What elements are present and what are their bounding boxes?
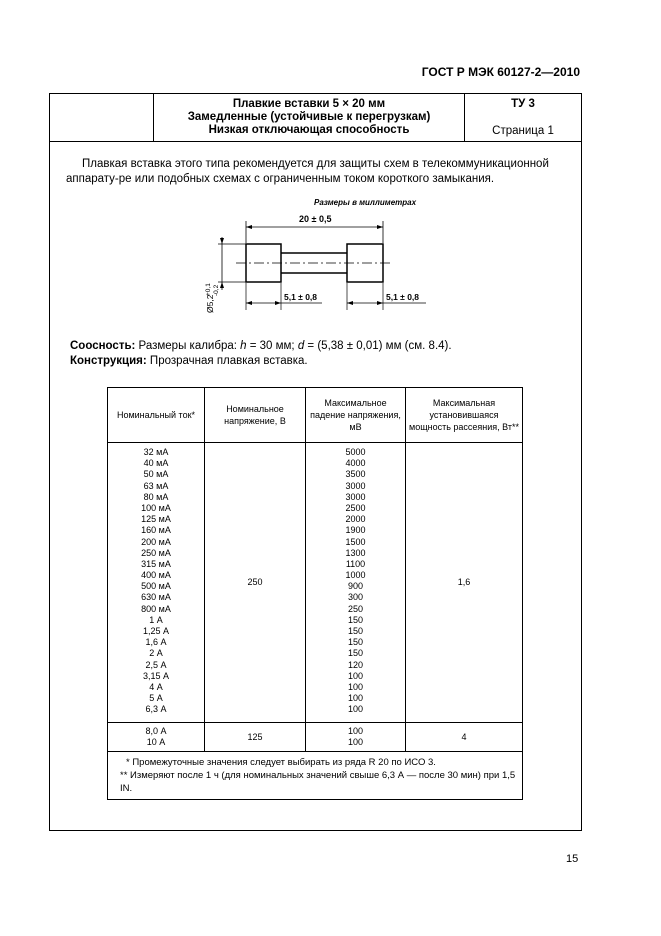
construction-text: Прозрачная плавкая вставка. — [146, 355, 308, 367]
tu-code: ТУ 3 — [511, 98, 535, 110]
fuse-drawing — [200, 195, 440, 330]
diameter-tol-lower: -0,2 — [213, 284, 220, 296]
group2-power: 4 — [406, 722, 523, 751]
group2-voltage: 125 — [205, 722, 306, 751]
cap-left-arrow-2 — [275, 301, 281, 305]
current-value: 63 мА — [143, 480, 169, 491]
header-title — [154, 98, 464, 137]
current-value: 50 мА — [143, 469, 169, 480]
diameter-arrow-bottom — [220, 282, 224, 288]
diameter-tol-upper: +0,1 — [205, 283, 212, 296]
drop-value: 1100 — [345, 558, 366, 569]
drop-value: 4000 — [345, 458, 366, 469]
coaxiality-label: Соосность: — [70, 340, 136, 352]
current-value: 32 мА — [143, 447, 169, 457]
current-value: 125 мА — [141, 514, 171, 525]
drop-value: 150 — [347, 626, 364, 636]
header-bottom-line — [49, 141, 582, 142]
intro-paragraph: Плавкая вставка этого типа рекомендуется для защиты схем в телекоммуникационной аппарату-ре или подобных схемах с ограниченным током короткого замыкания. — [66, 158, 549, 185]
coaxiality-h-var: h — [240, 340, 247, 352]
drop-value: 900 — [347, 581, 364, 592]
title-line-3: Низкая отключающая способность — [208, 124, 410, 136]
header-rated-current: Номинальный ток* — [108, 388, 205, 443]
table-row-group-1 — [108, 443, 523, 723]
current-value: 2 А — [149, 648, 163, 659]
page-label: Страница 1 — [492, 125, 554, 137]
current-value: 1 А — [149, 614, 163, 625]
current-value: 800 мА — [141, 603, 171, 614]
drop-value: 1500 — [345, 536, 366, 547]
coaxiality-text-a: Размеры калибра: — [135, 340, 241, 352]
drop-value: 100 — [347, 670, 364, 681]
drop-value: 300 — [347, 592, 364, 603]
header-rated-voltage: Номинальное напряжение, В — [205, 388, 306, 443]
drop-value: 100 — [347, 725, 364, 736]
drop-value: 120 — [347, 659, 364, 670]
header-max-voltage-drop: Максимальное падение напряжения, мВ — [306, 388, 406, 443]
drop-value: 3000 — [345, 480, 366, 491]
header-tu — [465, 98, 581, 138]
group2-drops — [306, 722, 406, 751]
header-max-power: Максимальная установившаяся мощность рассеяния, Вт** — [406, 388, 523, 443]
group1-currents — [108, 443, 205, 723]
cap-right-arrow-1 — [347, 301, 353, 305]
table-row-group-2 — [108, 722, 523, 751]
title-line-1: Плавкие вставки 5 × 20 мм — [232, 98, 386, 110]
coaxiality-line — [70, 339, 452, 353]
drop-value: 2000 — [345, 514, 366, 525]
coaxiality-d-var: d — [297, 340, 305, 352]
current-value: 250 мА — [141, 547, 171, 558]
diameter-arrow-top — [220, 238, 224, 244]
drop-value: 150 — [347, 637, 364, 648]
group1-voltage: 250 — [205, 443, 306, 723]
current-value: 10 А — [146, 736, 166, 747]
current-value: 8,0 А — [145, 725, 167, 736]
drop-value: 100 — [347, 693, 364, 704]
current-value: 5 А — [149, 693, 163, 704]
construction-label: Конструкция: — [70, 355, 147, 367]
title-line-2: Замедленные (устойчивые к перегрузкам) — [187, 111, 431, 123]
table-header-row — [108, 388, 523, 443]
length-label: 20 ± 0,5 — [299, 214, 332, 224]
current-value: 200 мА — [141, 536, 171, 547]
drop-value: 2500 — [345, 502, 366, 513]
drop-value: 100 — [347, 736, 364, 747]
drop-value: 100 — [347, 704, 364, 715]
drop-value: 1300 — [345, 547, 366, 558]
diameter-label: Ø5,2 — [205, 294, 215, 313]
current-value: 2,5 А — [145, 659, 167, 670]
drop-value: 3000 — [345, 491, 366, 502]
current-value: 6,3 А — [145, 704, 167, 715]
note-1: * Промежуточные значения следует выбирать из ряда R 20 по ИСО 3. — [126, 756, 436, 768]
current-value: 315 мА — [141, 558, 171, 569]
table-notes — [108, 751, 523, 799]
length-arrow-right — [377, 225, 383, 229]
coaxiality-text-b: = 30 мм; — [246, 340, 298, 352]
group1-power: 1,6 — [406, 443, 523, 723]
ratings-table — [107, 387, 523, 800]
page-number: 15 — [566, 853, 579, 865]
cap-right-label: 5,1 ± 0,8 — [386, 292, 420, 302]
current-value: 3,15 А — [142, 670, 170, 681]
drop-value: 1000 — [345, 570, 366, 581]
coaxiality-text-c: = (5,38 ± 0,01) мм (см. 8.4). — [304, 340, 452, 352]
construction-line — [70, 354, 308, 368]
drop-value: 5000 — [345, 447, 366, 457]
drop-value: 3500 — [345, 469, 366, 480]
drawing-caption: Размеры в миллиметрах — [314, 198, 417, 207]
current-value: 500 мА — [141, 581, 171, 592]
current-value: 1,25 А — [142, 626, 170, 636]
current-value: 80 мА — [143, 491, 169, 502]
table-notes-row — [108, 751, 523, 799]
drop-value: 250 — [347, 603, 364, 614]
current-value: 1,6 А — [145, 637, 167, 648]
current-value: 160 мА — [141, 525, 171, 536]
drop-value: 150 — [347, 614, 364, 625]
drop-value: 150 — [347, 648, 364, 659]
cap-left-arrow-1 — [246, 301, 252, 305]
document-code: ГОСТ Р МЭК 60127-2—2010 — [421, 65, 580, 79]
cap-left-label: 5,1 ± 0,8 — [284, 292, 318, 302]
drop-value: 100 — [347, 681, 364, 692]
drop-value: 1900 — [345, 525, 366, 536]
current-value: 4 А — [149, 681, 163, 692]
group1-drops — [306, 443, 406, 723]
current-value: 40 мА — [143, 458, 169, 469]
length-arrow-left — [246, 225, 252, 229]
note-2: ** Измеряют после 1 ч (для номинальных значений свыше 6,3 А — после 30 мин) при 1,5 IN. — [120, 769, 516, 794]
current-value: 630 мА — [141, 592, 171, 603]
cap-right-arrow-2 — [377, 301, 383, 305]
current-value: 100 мА — [141, 502, 171, 513]
current-value: 400 мА — [141, 570, 171, 581]
group2-currents — [108, 722, 205, 751]
